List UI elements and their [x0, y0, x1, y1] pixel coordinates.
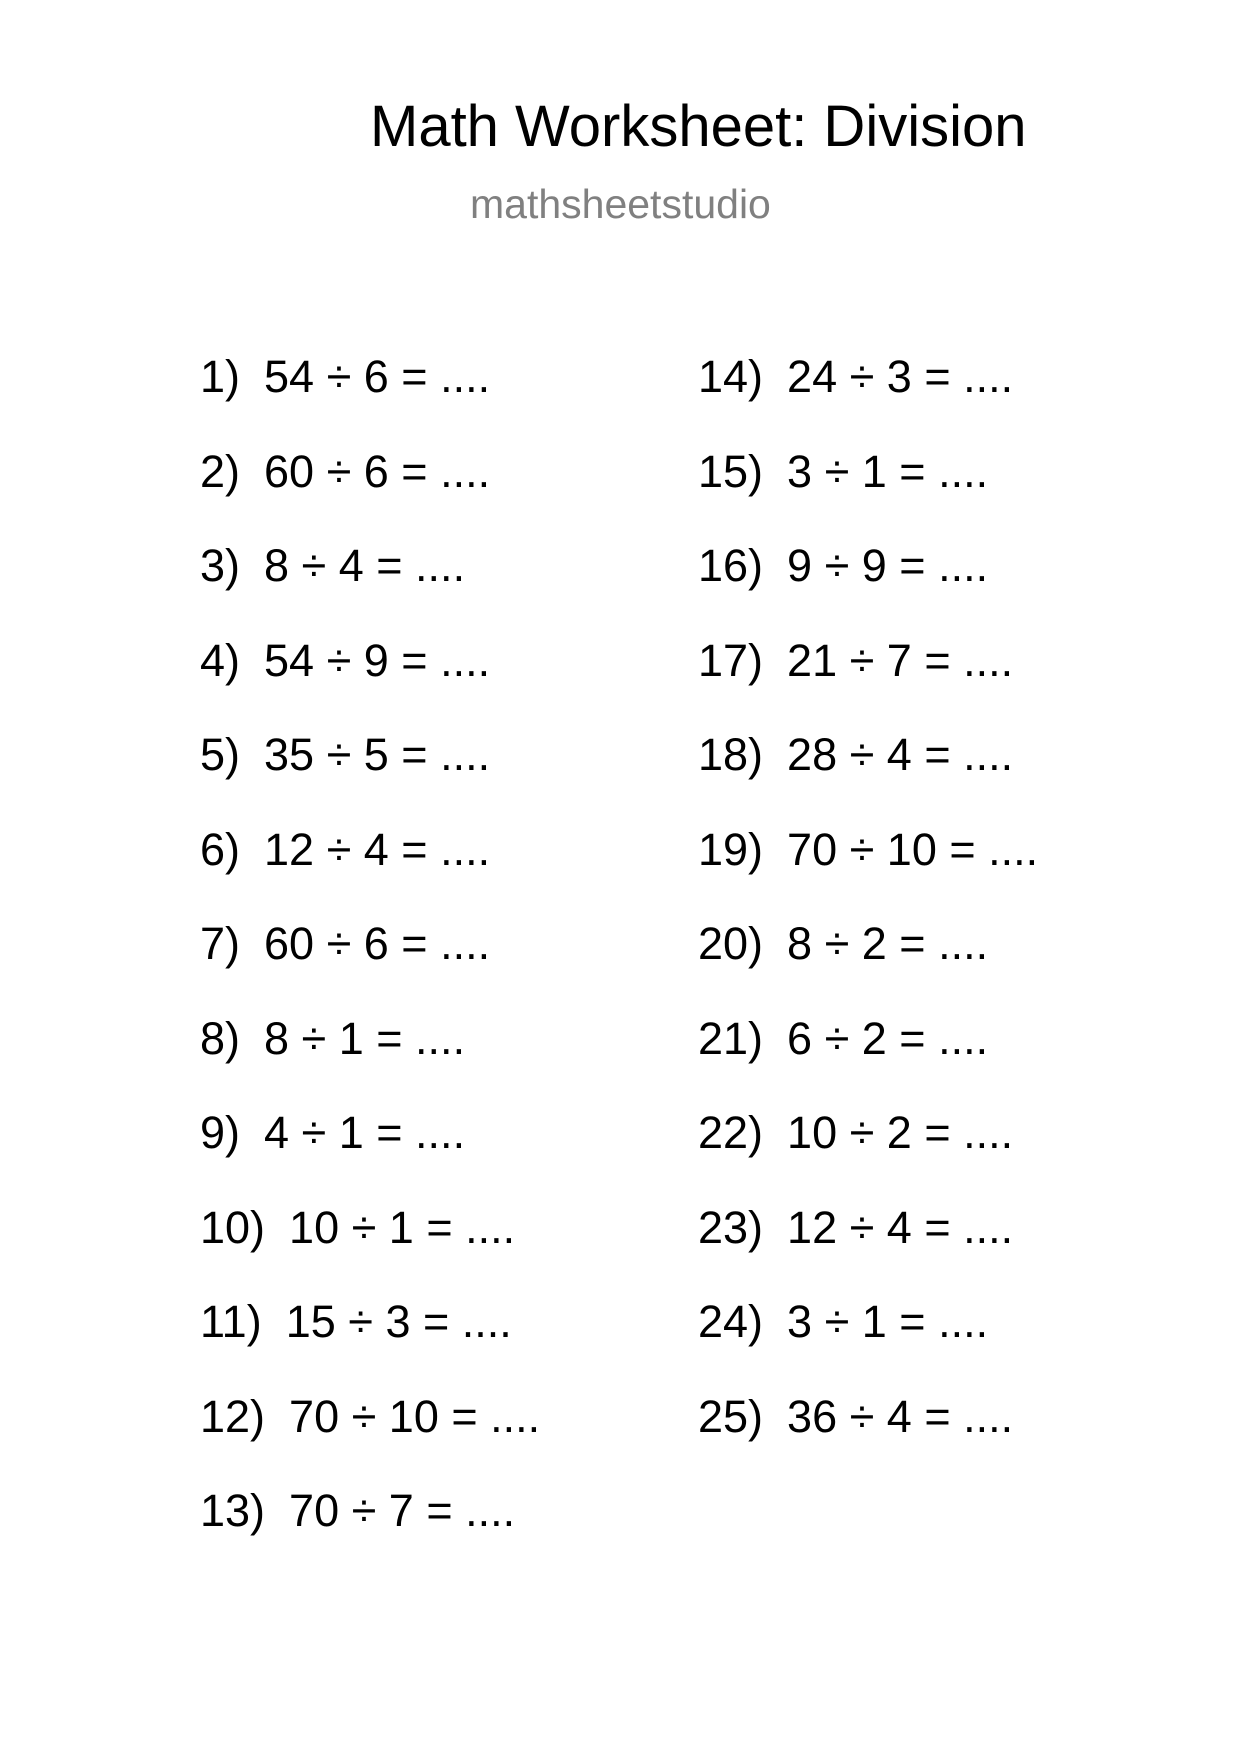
- worksheet-subtitle: mathsheetstudio: [470, 181, 771, 227]
- problem-item: [200, 1390, 541, 1489]
- problem-expression: 15 ÷ 3 = ....: [285, 1296, 512, 1347]
- problem-item: [698, 634, 1038, 733]
- problem-number: 2): [200, 445, 241, 497]
- problem-item: [200, 918, 540, 1016]
- problem-number: 1): [200, 351, 241, 402]
- problem-expression: 3 ÷ 1 = ....: [787, 445, 989, 497]
- problem-number: 24): [698, 1296, 764, 1347]
- problem-expression: 54 ÷ 9 = ....: [264, 634, 491, 686]
- problem-expression: 8 ÷ 1 = ....: [264, 1012, 466, 1064]
- problem-expression: 12 ÷ 4 = ....: [787, 1201, 1014, 1253]
- problem-number: 9): [200, 1107, 241, 1158]
- problem-item: [698, 1012, 1038, 1111]
- problem-number: 7): [200, 918, 241, 969]
- problem-item: [200, 1296, 540, 1394]
- problem-number: 25): [698, 1390, 764, 1442]
- problem-expression: 3 ÷ 1 = ....: [787, 1296, 989, 1347]
- problem-number: 10): [200, 1201, 266, 1253]
- problem-number: 13): [200, 1485, 266, 1536]
- problem-expression: 70 ÷ 10 = ....: [289, 1390, 541, 1442]
- problem-item: [200, 1012, 540, 1111]
- problem-item: [698, 729, 1038, 827]
- problem-expression: 4 ÷ 1 = ....: [264, 1107, 466, 1158]
- problem-number: 11): [200, 1296, 262, 1347]
- problem-number: 6): [200, 823, 241, 875]
- problem-item: [698, 1296, 1038, 1394]
- problem-number: 12): [200, 1390, 266, 1442]
- problem-item: [698, 445, 1038, 544]
- problem-number: 4): [200, 634, 241, 686]
- problem-item: [200, 729, 540, 827]
- problem-expression: 70 ÷ 10 = ....: [787, 823, 1039, 875]
- problem-item: [200, 1107, 540, 1205]
- problems-column-right: [698, 351, 1039, 1488]
- problem-number: 15): [698, 445, 764, 497]
- problem-expression: 9 ÷ 9 = ....: [787, 540, 989, 591]
- problem-expression: 10 ÷ 2 = ....: [787, 1107, 1014, 1158]
- problem-item: [698, 1390, 1038, 1489]
- problems-column-left: [200, 351, 541, 1583]
- problem-item: [698, 823, 1039, 922]
- problem-expression: 54 ÷ 6 = ....: [264, 351, 491, 402]
- problem-expression: 8 ÷ 2 = ....: [787, 918, 989, 969]
- problem-expression: 24 ÷ 3 = ....: [787, 351, 1014, 402]
- problem-number: 23): [698, 1201, 764, 1253]
- problem-expression: 60 ÷ 6 = ....: [264, 445, 491, 497]
- problem-item: [200, 1201, 540, 1300]
- problem-item: [698, 351, 1038, 449]
- problem-expression: 60 ÷ 6 = ....: [264, 918, 491, 969]
- problem-expression: 6 ÷ 2 = ....: [787, 1012, 989, 1064]
- problem-item: [200, 823, 540, 922]
- problem-number: 18): [698, 729, 764, 780]
- problem-expression: 21 ÷ 7 = ....: [787, 634, 1014, 686]
- problem-item: [698, 1201, 1038, 1300]
- problem-number: 22): [698, 1107, 764, 1158]
- problem-number: 19): [698, 823, 764, 875]
- problem-number: 20): [698, 918, 764, 969]
- problem-item: [200, 351, 540, 449]
- problem-number: 3): [200, 540, 241, 591]
- problem-expression: 36 ÷ 4 = ....: [787, 1390, 1014, 1442]
- problem-number: 21): [698, 1012, 764, 1064]
- problem-item: [698, 540, 1038, 638]
- problem-expression: 12 ÷ 4 = ....: [264, 823, 491, 875]
- problem-expression: 70 ÷ 7 = ....: [289, 1485, 516, 1536]
- problem-item: [200, 1485, 540, 1583]
- problem-expression: 28 ÷ 4 = ....: [787, 729, 1014, 780]
- problem-item: [200, 540, 540, 638]
- problem-number: 5): [200, 729, 241, 780]
- worksheet-title: Math Worksheet: Division: [370, 94, 1027, 159]
- problem-item: [698, 918, 1038, 1016]
- problem-number: 17): [698, 634, 764, 686]
- problem-item: [698, 1107, 1038, 1205]
- problem-number: 8): [200, 1012, 241, 1064]
- problem-expression: 8 ÷ 4 = ....: [264, 540, 466, 591]
- problem-expression: 10 ÷ 1 = ....: [289, 1201, 516, 1253]
- problem-item: [200, 634, 540, 733]
- problem-item: [200, 445, 540, 544]
- problem-number: 14): [698, 351, 764, 402]
- problem-expression: 35 ÷ 5 = ....: [264, 729, 491, 780]
- problem-number: 16): [698, 540, 764, 591]
